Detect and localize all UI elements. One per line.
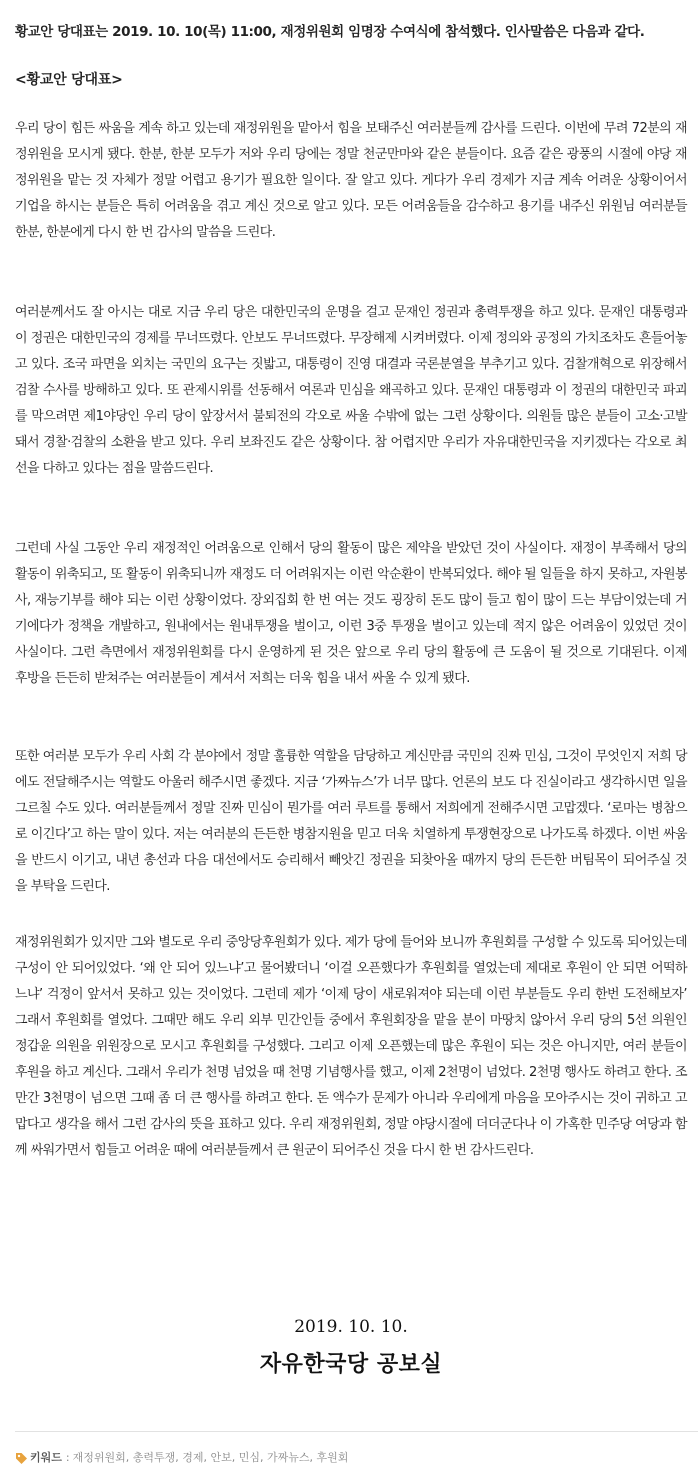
speech-paragraph: 또한 여러분 모두가 우리 사회 각 분야에서 정말 훌륭한 역할을 담당하고 계신만큼 국민의 진짜 민심, 그것이 무엇인지 저희 당에도 전달해주시는 역할도 아울러 해주시면 좋겠다. 지금 ‘가짜뉴스’가 너무 많다. 언론의 보도 다 진실이라고 생각하시면 일을 그르칠 수도 있다. 여러분들께서 정말 진짜 민심이 뭔가를 여러 루트를 통해서 저희에게 전해주시면 고맙겠다. ‘로마는 병참으로 이긴다’고 하는 말이 있다. 저는 여러분의 든든한 병참지원을 믿고 더욱 치열하게 투쟁현장으로 나가도록 하겠다. 이번 싸움을 반드시 이기고, 내년 총선과 다음 대선에서도 승리해서 빼앗긴 정권을 되찾아올 때까지 당의 든든한 버팀목이 되어주실 것을 부탁을 드린다. xyxy=(15,749,687,894)
keywords-list: 재정위원회, 총력투쟁, 경제, 안보, 민심, 가짜뉴스, 후원회 xyxy=(72,1451,349,1464)
release-date: 2019. 10. 10. xyxy=(294,1317,408,1337)
speech-paragraph: 재정위원회가 있지만 그와 별도로 우리 중앙당후원회가 있다. 제가 당에 들어와 보니까 후원회를 구성할 수 있도록 되어있는데 구성이 안 되어있었다. ‘왜 안 되어 있느냐’고 물어봤더니 ‘이걸 오픈했다가 후원회를 열었는데 제대로 후원이 안 되면 어떡하느냐’ 걱정이 앞서서 못하고 있는 것이었다. 그런데 제가 ‘이제 당이 새로워져야 되는데 이런 부분들도 우리 한번 도전해보자’ 그래서 후원회를 열었다. 그때만 해도 우리 외부 민간인들 중에서 후원회장을 맡을 분이 마땅치 않아서 우리 당의 5선 의원인 정갑윤 의원을 위원장으로 모시고 후원회를 구성했다. 그리고 이제 오픈했는데 많은 후원이 되는 것은 아니지만, 여러 분들이 후원을 하고 계신다. 그래서 우리가 천명 넘었을 때 천명 기념행사를 했고, 이제 2천명이 넘었다. 2천명 행사도 하려고 한다. 조만간 3천명이 넘으면 그때 좀 더 큰 행사를 하려고 한다. 돈 액수가 문제가 아니라 우리에게 마음을 모아주시는 것이 귀하고 고맙다고 생각을 해서 그런 감사의 뜻을 표하고 있다. 우리 재정위원회, 정말 야당시절에 더더군다나 이 가혹한 민주당 여당과 함께 싸워가면서 힘들고 어려운 때에 여러분들께서 큰 원군이 되어주신 것을 다시 한 번 감사드린다. xyxy=(15,935,687,1158)
tag-icon xyxy=(15,1452,28,1465)
speech-paragraph: 여러분께서도 잘 아시는 대로 지금 우리 당은 대한민국의 운명을 걸고 문재인 정권과 총력투쟁을 하고 있다. 문재인 대통령과 이 정권은 대한민국의 경제를 무너뜨렸다. 안보도 무너뜨렸다. 무장해제 시켜버렸다. 이제 정의와 공정의 가치조차도 흔들어놓고 있다. 조국 파면을 외치는 국민의 요구는 짓밟고, 대통령이 진영 대결과 국론분열을 부추기고 있다. 검찰개혁으로 위장해서 검찰 수사를 방해하고 있다. 또 관제시위를 선동해서 여론과 민심을 왜곡하고 있다. 문재인 대통령과 이 정권의 대한민국 파괴를 막으려면 제1야당인 우리 당이 앞장서서 불퇴전의 각오로 싸울 수밖에 없는 그런 상황이다. 의원들 많은 분들이 고소·고발돼서 경찰·검찰의 소환을 받고 있다. 우리 보좌진도 같은 상황이다. 참 어렵지만 우리가 자유대한민국을 지키겠다는 각오로 최선을 다하고 있다는 점을 말씀드린다. xyxy=(15,305,687,476)
speaker-heading: <황교안 당대표> xyxy=(15,72,123,88)
speech-paragraph: 우리 당이 힘든 싸움을 계속 하고 있는데 재정위원을 맡아서 힘을 보태주신 여러분들께 감사를 드린다. 이번에 무려 72분의 재정위원을 모시게 됐다. 한분, 한분 모두가 저와 우리 당에는 정말 천군만마와 같은 분들이다. 요즘 같은 광풍의 시절에 야당 재정위원을 맡는 것 자체가 정말 어렵고 용기가 필요한 일이다. 잘 알고 있다. 게다가 우리 경제가 지금 계속 어려운 상황이어서 기업을 하시는 분들은 특히 어려움을 겪고 계신 것으로 알고 있다. 모든 어려움들을 감수하고 용기를 내주신 위원님 여러분들 한분, 한분에게 다시 한 번 감사의 말씀을 드린다. xyxy=(15,121,687,240)
organization-name: 자유한국당 공보실 xyxy=(259,1352,443,1377)
keywords-row xyxy=(15,1450,348,1466)
divider xyxy=(15,1431,698,1432)
intro-line: 황교안 당대표는 2019. 10. 10(목) 11:00, 재정위원회 임명장 수여식에 참석했다. 인사말씀은 다음과 같다. xyxy=(15,24,645,40)
speech-paragraph: 그런데 사실 그동안 우리 재정적인 어려움으로 인해서 당의 활동이 많은 제약을 받았던 것이 사실이다. 재정이 부족해서 당의 활동이 위축되고, 또 활동이 위축되니까 재정도 더 어려워지는 이런 악순환이 반복되었다. 해야 될 일들을 하지 못하고, 자원봉사, 재능기부를 해야 되는 이런 상황이었다. 장외집회 한 번 여는 것도 굉장히 돈도 많이 들고 힘이 많이 드는 부담이었는데 거기에다가 정책을 개발하고, 원내에서는 원내투쟁을 벌이고, 이런 3중 투쟁을 벌이고 있는데 적지 않은 어려움이 있었던 것이 사실이다. 그런 측면에서 재정위원회를 다시 운영하게 된 것은 앞으로 우리 당의 활동에 큰 도움이 될 것으로 기대된다. 이제 후방을 든든히 받쳐주는 여러분들이 계셔서 저희는 더욱 힘을 내서 싸울 수 있게 됐다. xyxy=(15,541,687,686)
keywords-separator: : xyxy=(65,1451,70,1464)
keywords-label: 키워드 xyxy=(30,1451,62,1464)
